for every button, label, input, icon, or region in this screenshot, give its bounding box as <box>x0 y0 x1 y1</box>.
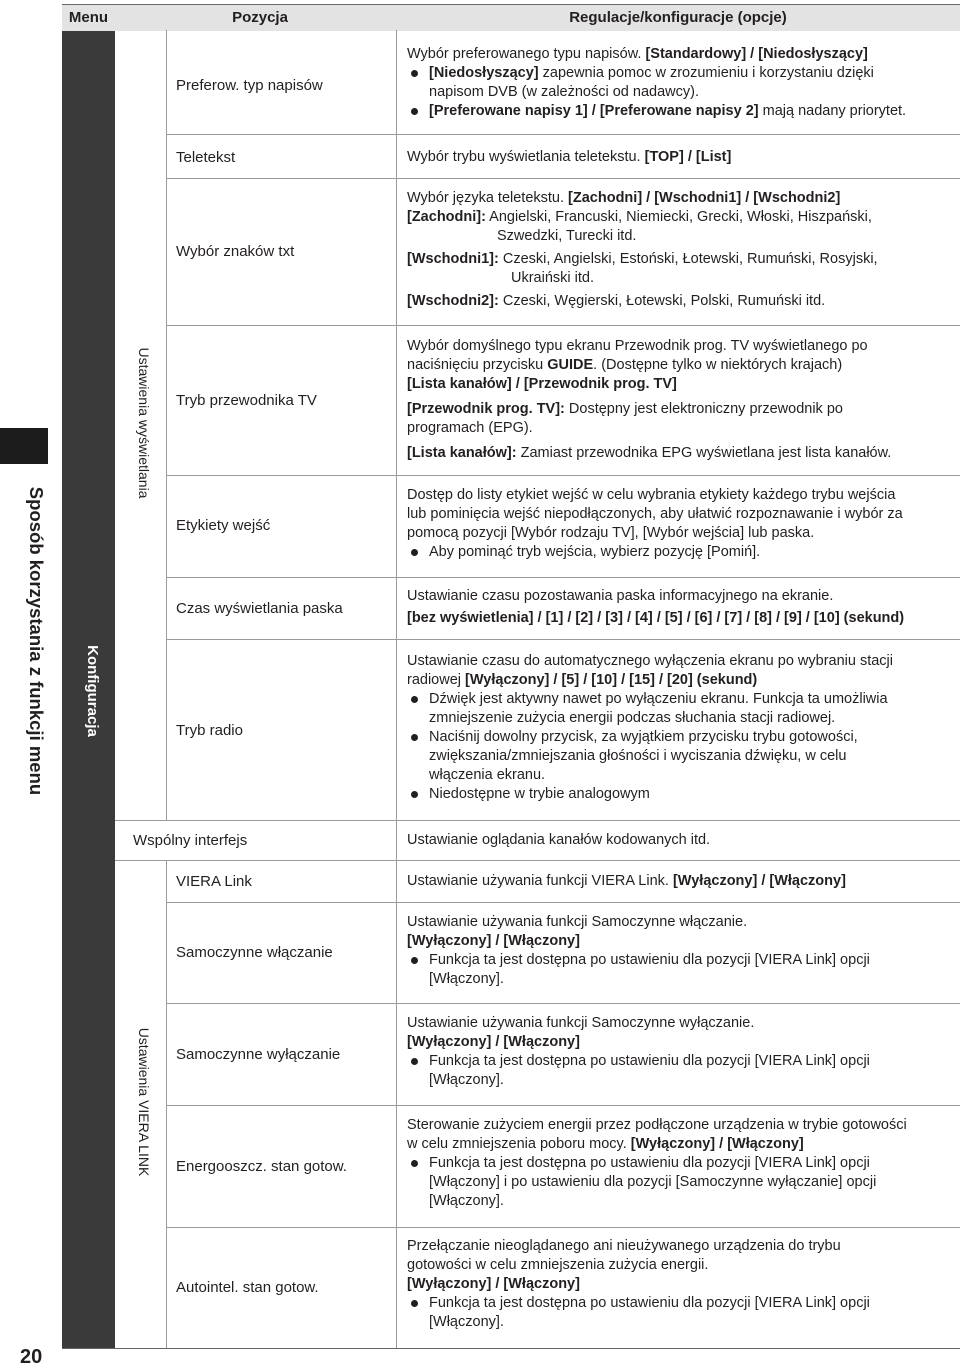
desc-teletekst: Wybór trybu wyświetlania teletekstu. [TOP] / [List] <box>407 149 732 165</box>
side-tab-marker <box>0 428 48 464</box>
page-number: 20 <box>20 1346 43 1368</box>
item-tryb-radio: Tryb radio <box>176 722 243 739</box>
ustawienia-wyswietlania-label: Ustawienia wyświetlania <box>136 347 152 499</box>
item-wybor-znakow: Wybór znaków txt <box>176 243 295 260</box>
item-tryb-przewodnika: Tryb przewodnika TV <box>176 392 317 409</box>
desc-samo-wyl: Ustawianie używania funkcji Samoczynne wyłączanie. [Wyłączony] / [Włączony] Funkcja ta jest dostępna po ustawieniu dla pozycji [VIERA Link] opcji [Włączony]. <box>407 1015 870 1088</box>
desc-samo-wl: Ustawianie używania funkcji Samoczynne włączanie. [Wyłączony] / [Włączony] Funkcja ta jest dostępna po ustawieniu dla pozycji [VIERA Link] opcji [Włączony]. <box>407 914 870 987</box>
desc-energo: Sterowanie zużyciem energii przez podłączone urządzenia w trybie gotowości w celu zmniejszenia poboru mocy. [Wyłączony] / [Włączony] Funkcja ta jest dostępna po ustawieniu dla pozycji [VIERA Link] opcji [Włączony] i po ustawieniu dla pozycji [Samoczynne wyłączanie] opcji [Włączony]. <box>407 1117 907 1209</box>
item-czas-paska: Czas wyświetlania paska <box>176 600 343 617</box>
desc-wspolny: Ustawianie oglądania kanałów kodowanych itd. <box>407 832 711 848</box>
desc-preferow: Wybór preferowanego typu napisów. [Standardowy] / [Niedosłyszący] [Niedosłyszący] zapewnia pomoc w zrozumieniu i korzystaniu dzięki napisom DVB (w zależności od nadawcy). [Preferowane napisy 1] / [Preferowane napisy 2] mają nadany priorytet. <box>407 46 907 119</box>
desc-czas: Ustawianie czasu pozostawania paska informacyjnego na ekranie. [bez wyświetlenia] / [1] / [2] / [3] / [4] / [5] / [6] / [7] / [8] / [9] / [10] (sekund) <box>407 588 905 626</box>
desc-radio: Ustawianie czasu do automatycznego wyłączenia ekranu po wybraniu stacji radiowej [Wyłączony] / [5] / [10] / [15] / [20] (sekund) Dźwięk jest aktywny nawet po wyłączeniu ekranu. Funkcja ta umożliwia zmniejszenie zużycia energii podczas słuchania stacji radiowej. Naciśnij dowolny przycisk, za wyjątkiem przycisku trybu gotowości, zwiększania/zmniejszania głośności i wyciszania dźwięku, w celu włączenia ekranu. Niedostępne w trybie analogowym <box>407 653 894 802</box>
side-tab-title: Sposób korzystania z funkcji menu <box>26 486 47 796</box>
item-autointel: Autointel. stan gotow. <box>176 1279 319 1296</box>
item-samo-wl: Samoczynne włączanie <box>176 944 333 961</box>
header-menu: Menu <box>68 9 109 26</box>
header-regulacje: Regulacje/konfiguracje (opcje) <box>569 9 787 26</box>
ustawienia-viera-label: Ustawienia VIERA LINK <box>136 1027 152 1177</box>
item-teletekst: Teletekst <box>176 149 236 166</box>
desc-viera: Ustawianie używania funkcji VIERA Link. [Wyłączony] / [Włączony] <box>407 873 846 889</box>
desc-autointel: Przełączanie nieoglądanego ani nieużywanego urządzenia do trybu gotowości w celu zmniejszenia zużycia energii. [Wyłączony] / [Włączony] Funkcja ta jest dostępna po ustawieniu dla pozycji [VIERA Link] opcji [Włączony]. <box>407 1238 870 1330</box>
header-pozycja: Pozycja <box>232 9 288 26</box>
item-samo-wyl: Samoczynne wyłączanie <box>176 1046 341 1063</box>
desc-znaki: Wybór języka teletekstu. [Zachodni] / [Wschodni1] / [Wschodni2] [Zachodni]: Angielski, Francuski, Niemiecki, Grecki, Włoski, Hiszpański, Szwedzki, Turecki itd. [Wschodni1]: Czeski, Angielski, Estoński, Łotewski, Rumuński, Rosyjski, Ukraiński itd. [Wschodni2]: Czeski, Węgierski, Łotewski, Polski, Rumuński itd. <box>407 190 878 309</box>
item-wspolny: Wspólny interfejs <box>133 832 248 849</box>
item-preferow: Preferow. typ napisów <box>176 77 323 94</box>
item-viera-link: VIERA Link <box>176 873 252 890</box>
item-energo: Energooszcz. stan gotow. <box>176 1158 347 1175</box>
desc-przewodnik: Wybór domyślnego typu ekranu Przewodnik prog. TV wyświetlanego po naciśnięciu przycisku GUIDE. (Dostępne tylko w niektórych krajach) [Lista kanałów] / [Przewodnik prog. TV] [Przewodnik prog. TV]: Dostępny jest elektroniczny przewodnik po programach (EPG). [Lista kanałów]: Zamiast przewodnika EPG wyświetlana jest lista kanałów. <box>407 338 892 461</box>
desc-etykiety: Dostęp do listy etykiet wejść w celu wybrania etykiety każdego trybu wejścia lub pominięcia wejść niepodłączonych, aby ułatwić rozpoznawanie i wybór za pomocą pozycji [Wybór rodzaju TV], [Wybór wejścia] lub paska. Aby pominąć tryb wejścia, wybierz pozycję [Pomiń]. <box>407 487 903 560</box>
item-etykiety: Etykiety wejść <box>176 517 271 534</box>
konfiguracja-label: Konfiguracja <box>84 645 101 737</box>
